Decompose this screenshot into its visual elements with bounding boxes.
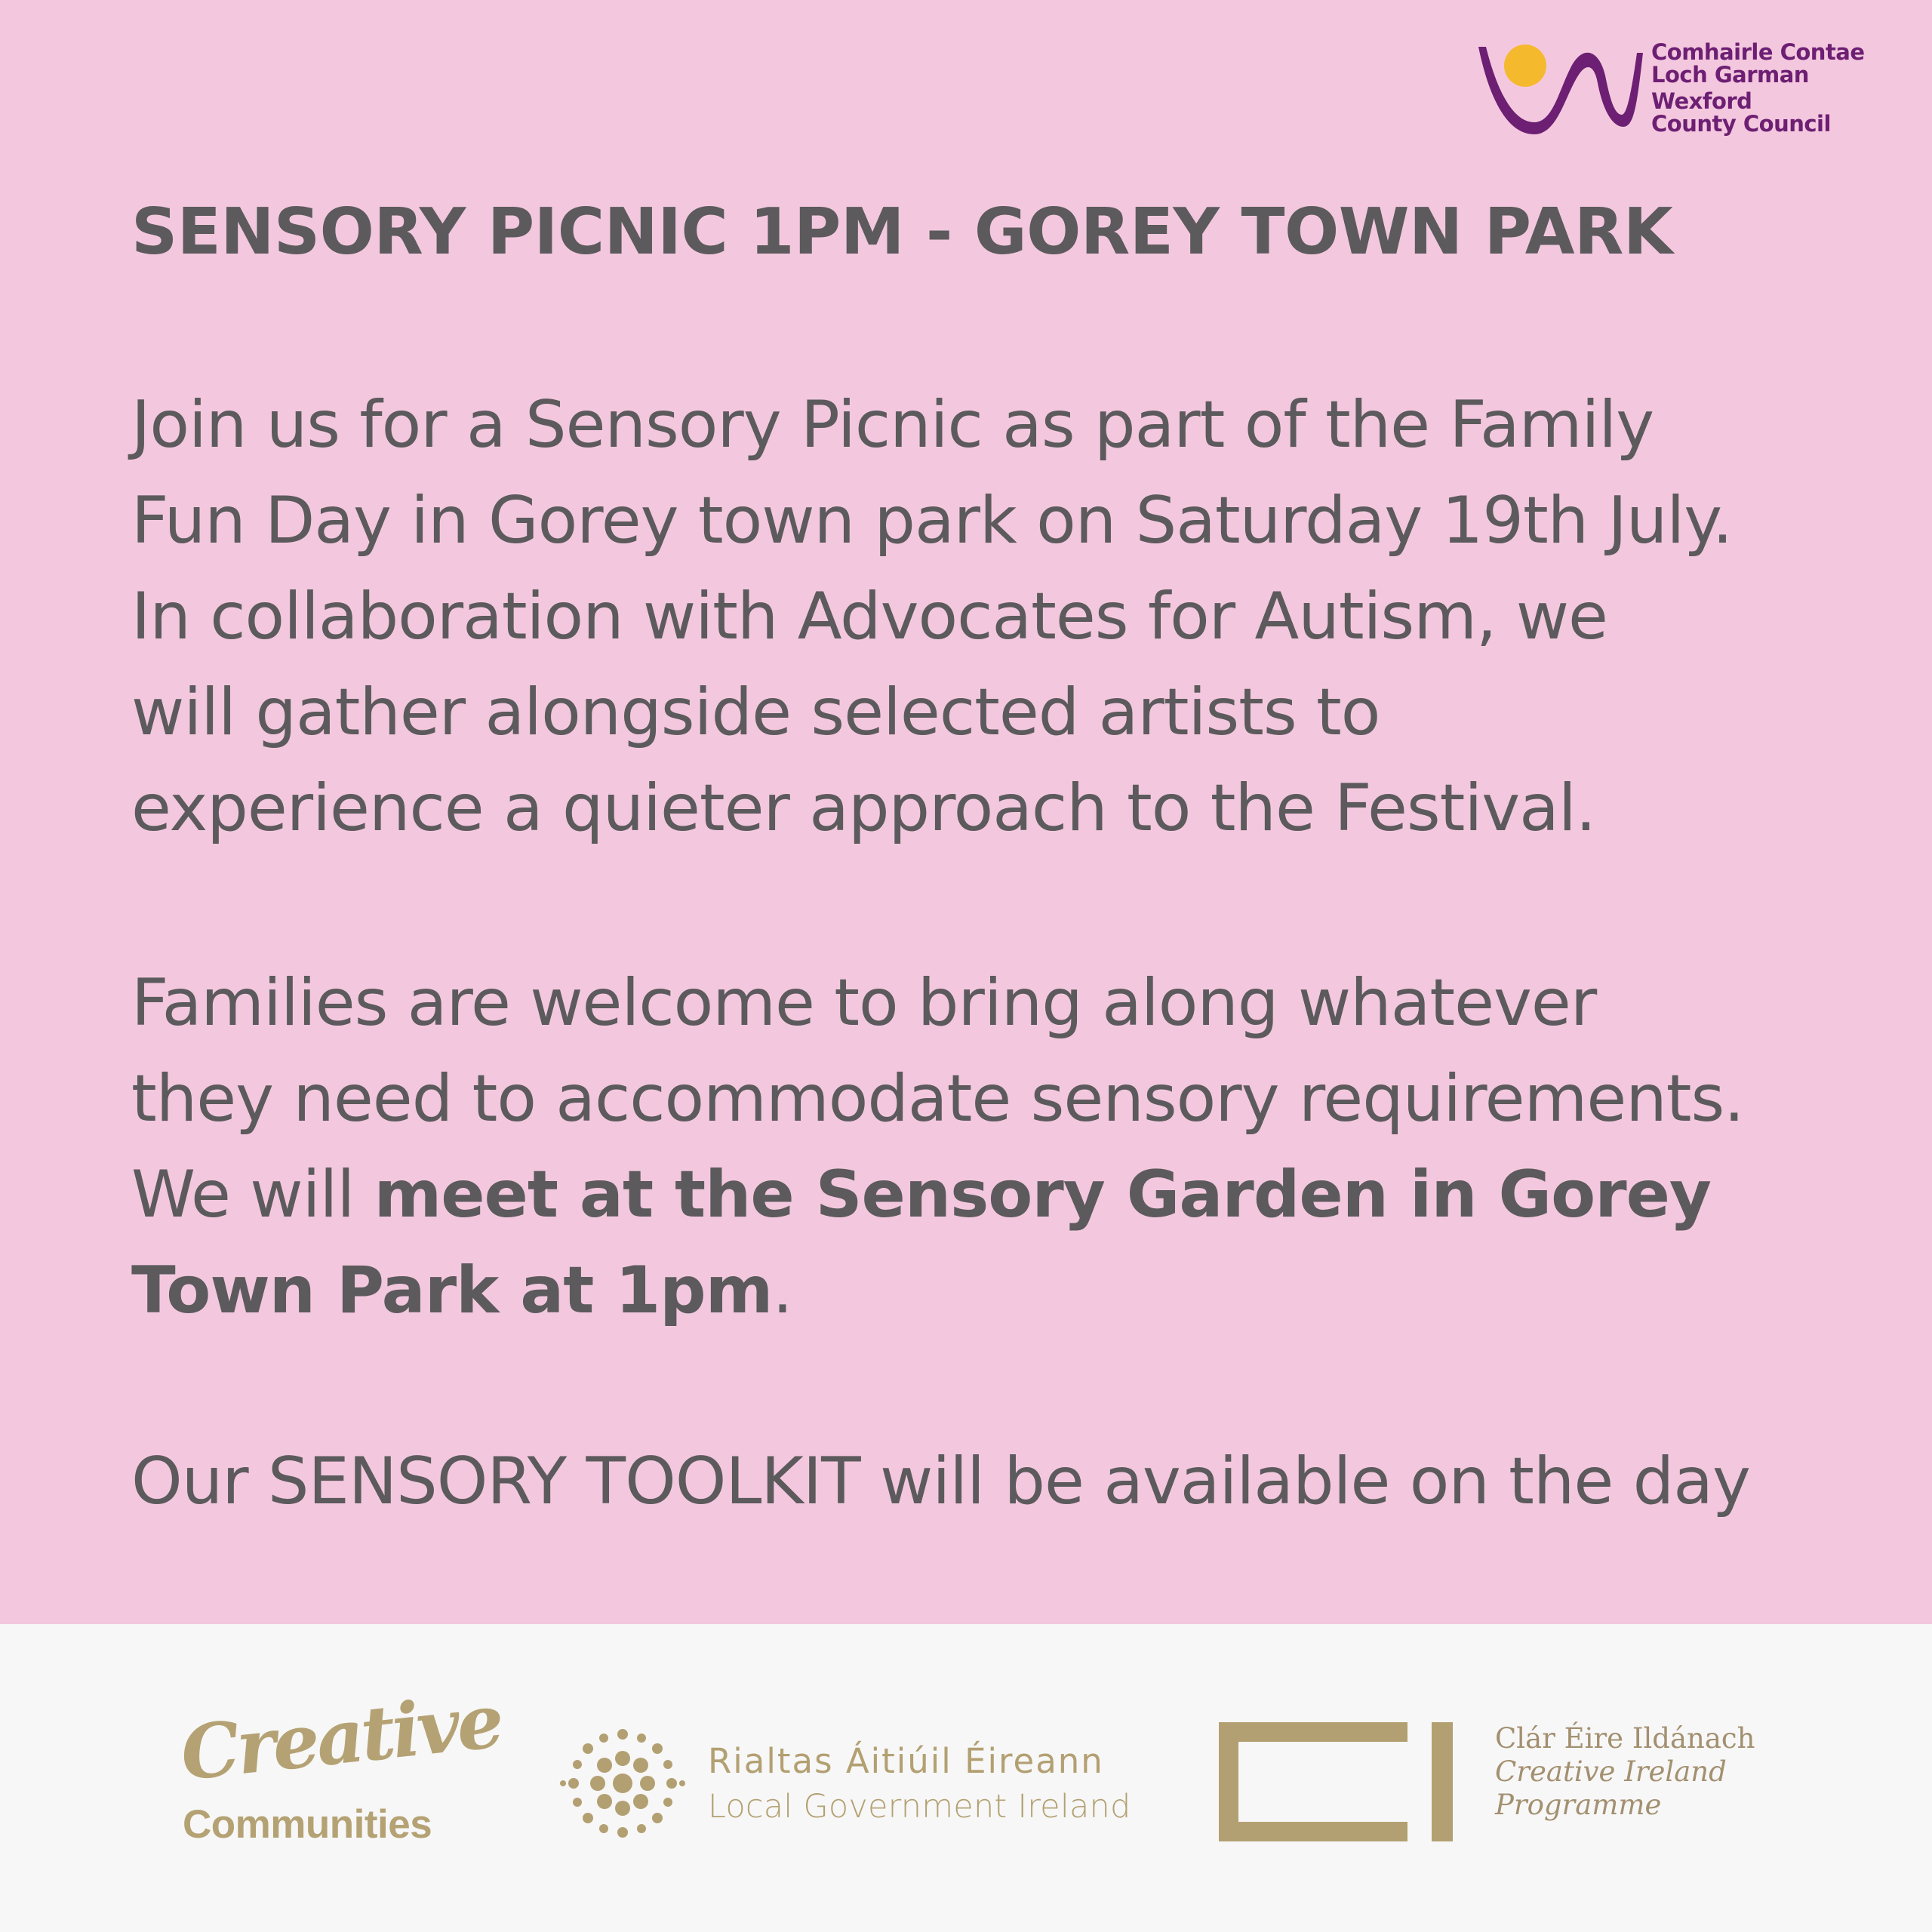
families-line-2: they need to accommodate sensory requirements. [131, 1061, 1744, 1137]
rialtas-text: Rialtas Áitiúil Éireann [708, 1741, 1104, 1781]
clar-eire-ildanach-text: Clár Éire Ildánach [1495, 1722, 1755, 1755]
toolkit-paragraph: Our SENSORY TOOLKIT will be available on the day [131, 1444, 1750, 1519]
communities-text: Communities [183, 1802, 432, 1847]
families-line-1: Families are welcome to bring along whatever [131, 965, 1597, 1041]
families-line-3 [131, 1147, 1744, 1243]
local-government-english-text: Local Government Ireland [708, 1788, 1131, 1826]
council-name-text [1651, 41, 1865, 135]
intro-paragraph [131, 377, 1732, 857]
creative-ireland-ci-icon [1219, 1722, 1453, 1841]
intro-line-1: Join us for a Sensory Picnic as part of the Family [131, 387, 1654, 463]
intro-line-3: In collaboration with Advocates for Autism, we [131, 579, 1607, 654]
council-english-line-1: Wexford [1651, 88, 1752, 114]
intro-line-2: Fun Day in Gorey town park on Saturday 19th July. [131, 483, 1733, 558]
families-line-4 [131, 1243, 1744, 1339]
creative-communities-logo [177, 1678, 506, 1849]
intro-line-5: experience a quieter approach to the Festival. [131, 771, 1596, 846]
meet-period: . [772, 1253, 792, 1328]
council-irish-line-1: Comhairle Contae [1651, 39, 1865, 65]
creative-script-text: Creative [177, 1678, 506, 1798]
wexford-county-council-logo [1475, 38, 1868, 143]
programme-text: Programme [1495, 1789, 1662, 1821]
event-headline: SENSORY PICNIC 1PM - GOREY TOWN PARK [131, 195, 1673, 269]
local-government-text [708, 1739, 1131, 1829]
council-irish-line-2: Loch Garman [1651, 62, 1809, 88]
meet-location-bold: meet at the Sensory Garden in Gorey [374, 1157, 1711, 1232]
creative-ireland-text [1495, 1722, 1755, 1822]
meet-text-plain: We will [131, 1157, 374, 1232]
creative-ireland-name-text: Creative Ireland [1495, 1755, 1727, 1788]
meet-time-bold: Town Park at 1pm [131, 1253, 773, 1328]
council-w-mark-icon [1475, 38, 1645, 143]
intro-line-4: will gather alongside selected artists to [131, 675, 1380, 750]
council-english-line-2: County Council [1651, 111, 1831, 137]
families-paragraph [131, 955, 1744, 1339]
local-government-ireland-logo [558, 1719, 1147, 1847]
dot-circle-icon [558, 1719, 687, 1847]
